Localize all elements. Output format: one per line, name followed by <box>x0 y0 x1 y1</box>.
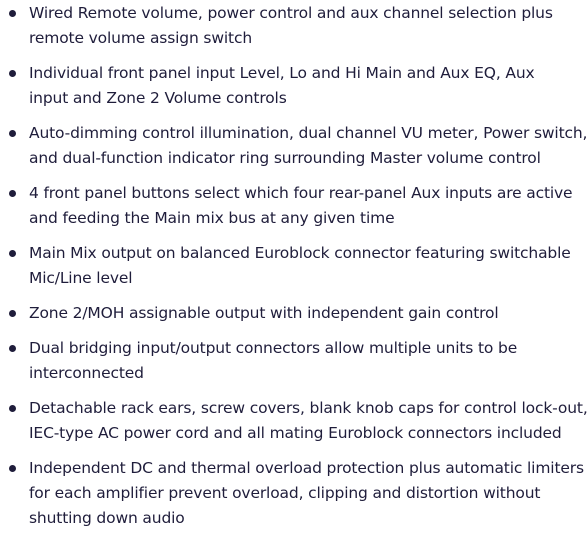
list-item-text <box>29 336 524 386</box>
list-item-line: and dual-function indicator ring surrounding Master volume control <box>29 149 541 167</box>
list-item-line: Wired Remote volume, power control and aux channel selection plus <box>29 4 553 22</box>
list-item-line: shutting down audio <box>29 509 185 527</box>
bullet-icon <box>9 465 16 472</box>
list-item-line: Main Mix output on balanced Euroblock connector featuring switchable <box>29 244 571 262</box>
list-item-text <box>29 1 553 51</box>
bullet-icon <box>9 310 16 317</box>
bullet-icon <box>9 130 16 137</box>
bullet-icon <box>9 190 16 197</box>
list-item-line: Dual bridging input/output connectors allow multiple units to be <box>29 339 518 357</box>
list-item-text <box>29 181 573 231</box>
list-item-line: interconnected <box>29 364 144 382</box>
list-item-line: for each amplifier prevent overload, clipping and distortion without <box>29 484 541 502</box>
list-item-text <box>29 61 535 111</box>
bullet-icon <box>9 10 16 17</box>
list-item-line: remote volume assign switch <box>29 29 253 47</box>
bullet-icon <box>9 405 16 412</box>
list-item-line: Mic/Line level <box>29 269 133 287</box>
list-item-line: IEC-type AC power cord and all mating Euroblock connectors included <box>29 424 562 442</box>
list-item-text <box>29 456 584 531</box>
list-item-line: 4 front panel buttons select which four rear-panel Aux inputs are active <box>29 184 573 202</box>
bullet-icon <box>9 250 16 257</box>
list-item-text <box>29 121 588 171</box>
list-item-line: input and Zone 2 Volume controls <box>29 89 287 107</box>
list-item-line: Independent DC and thermal overload protection plus automatic limiters <box>29 459 584 477</box>
bullet-icon <box>9 70 16 77</box>
list-item-line: Individual front panel input Level, Lo and Hi Main and Aux EQ, Aux <box>29 64 535 82</box>
list-item-line: Detachable rack ears, screw covers, blank knob caps for control lock-out, <box>29 399 588 417</box>
list-item-text <box>29 301 524 326</box>
list-item-line: Auto-dimming control illumination, dual channel VU meter, Power switch, <box>29 124 588 142</box>
list-item-text <box>29 396 588 446</box>
bullet-icon <box>9 345 16 352</box>
list-item-line: and feeding the Main mix bus at any given time <box>29 209 395 227</box>
list-item-text <box>29 241 571 291</box>
list-item-line: Zone 2/MOH assignable output with independent gain control <box>29 304 499 322</box>
